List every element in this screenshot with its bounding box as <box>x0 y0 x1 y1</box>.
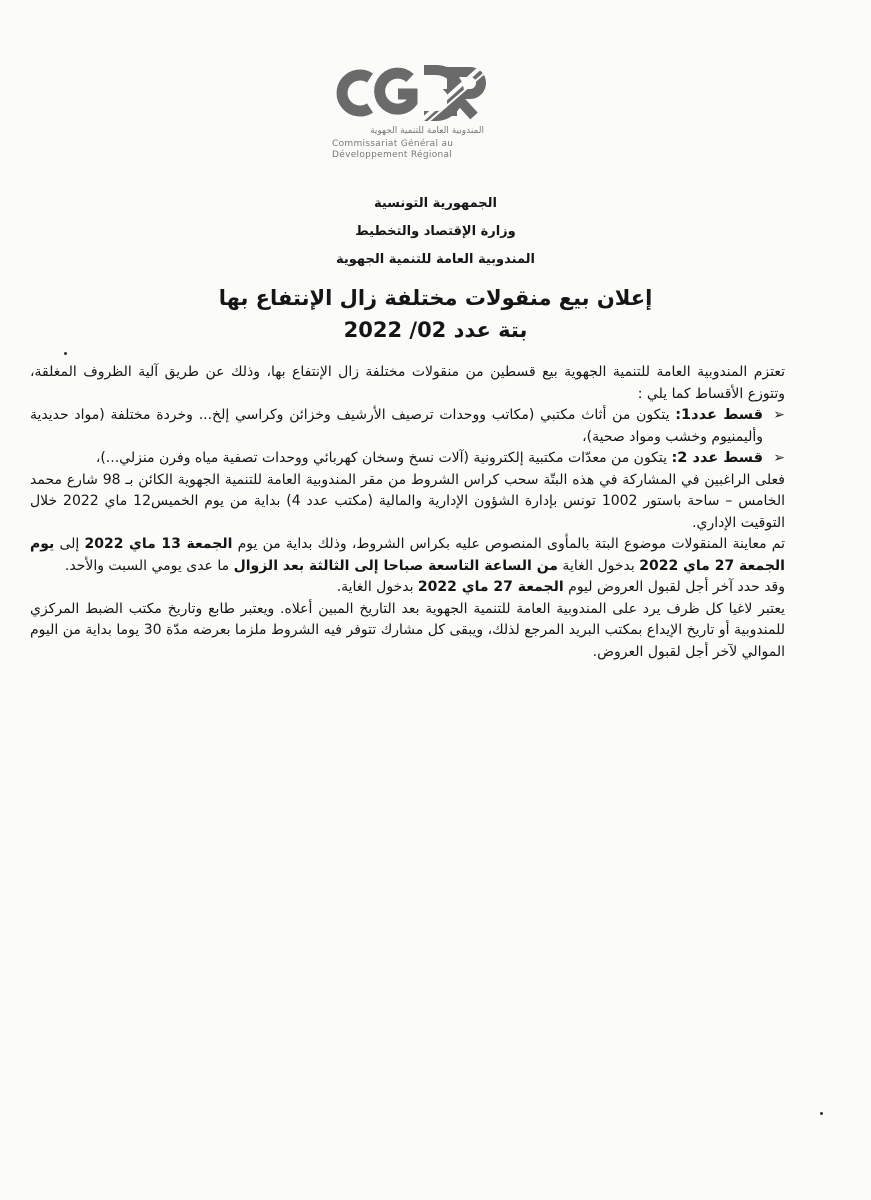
logo-french-name <box>332 139 484 161</box>
inspection-text-1: تم معاينة المنقولات موضوع البتة بالمأوى المنصوص عليه بكراس الشروط، وذلك بداية من يوم <box>232 536 785 552</box>
logo-french-line-2: Développement Régional <box>332 150 453 160</box>
official-headers <box>0 190 871 274</box>
inspection-text-2: إلى <box>54 536 85 552</box>
intro-paragraph: تعتزم المندوبية العامة للتنمية الجهوية بيع قسطين من منقولات مختلفة زال الإنتفاع بها، وذلك عن طريق آلية الظروف المغلقة، وتتوزع الأقساط كما يلي : <box>30 364 785 402</box>
logo-french-line-1: Commissariat Général au <box>332 139 454 149</box>
lot-label: قسط عدد1: <box>675 407 763 423</box>
title-line-2: بتة عدد 02/ 2022 <box>343 318 528 342</box>
lot-text: يتكون من أثاث مكتبي (مكاتب ووحدات ترصيف الأرشيف وخزائن وكراسي إلخ... وخردة مختلفة (مواد حديدية وأليمنيوم وخشب ومواد صحية)، <box>30 407 763 445</box>
deadline-text-2: بدخول الغاية. <box>336 579 418 595</box>
announcement-body <box>30 362 785 663</box>
arrow-bullet-icon: ➢ <box>773 407 785 423</box>
agency-header: المندوبية العامة للتنمية الجهوية <box>336 252 535 267</box>
withdraw-paragraph: فعلى الراغبين في المشاركة في هذه البتّة سحب كراس الشروط من مقر المندوبية العامة للتنمية الجهوية الكائن بـ 98 شارع محمد الخامس – ساحة باستور 1002 تونس بإدارة الشؤون الإدارية والمالية (مكتب عدد 4) بداية من يوم الخميس12 ماي 2022 خلال التوقيت الإداري. <box>30 471 786 531</box>
ministry-header: وزارة الإقتصاد والتخطيط <box>355 224 516 239</box>
announcement-title <box>0 282 871 346</box>
inspection-paragraph <box>30 534 785 577</box>
deadline-text-1: وقد حدد آخر أجل لقبول العروض ليوم <box>563 579 785 595</box>
republic-header: الجمهورية التونسية <box>373 196 498 211</box>
inspection-text-3: بدخول الغاية <box>557 557 640 574</box>
lot-item-2 <box>30 448 785 470</box>
deadline-date: الجمعة 27 ماي 2022 <box>417 579 564 595</box>
scan-speck <box>64 352 67 355</box>
logo-arabic-name: المندوبية العامة للتنمية الجهوية <box>370 126 484 136</box>
cgdr-logo-mark <box>332 62 492 124</box>
lot-text: يتكون من معدّات مكتبية إلكترونية (آلات نسخ وسخان كهربائي ووحدات تصفية مياه وفرن منزلي...)، <box>95 450 672 466</box>
cgdr-logo <box>332 62 492 166</box>
rejection-paragraph: يعتبر لاغيا كل ظرف يرد على المندوبية العامة للتنمية الجهوية بعد التاريخ المبين أعلاه. ويعتبر طابع وتاريخ مكتب الضبط المركزي للمندوبية أو تاريخ الإيداع بمكتب البريد المرجع لذلك، ويبقى كل مشارك تتوفر فيه الشروط ملزما بعرضه مدّة 30 يوما بداية من اليوم الموالي لآخر أجل لقبول العروض. <box>30 600 785 660</box>
inspection-text-4: ما عدى يومي السبت والأحد. <box>64 557 234 574</box>
lot-label: قسط عدد 2: <box>671 450 763 466</box>
arrow-bullet-icon: ➢ <box>773 450 785 466</box>
scan-speck <box>820 1112 823 1115</box>
lot-item-1 <box>30 405 785 448</box>
deadline-paragraph <box>30 577 785 599</box>
title-line-1: إعلان بيع منقولات مختلفة زال الإنتفاع بها <box>218 286 653 310</box>
inspection-hours: من الساعة التاسعة صباحا إلى الثالثة بعد الزوال <box>233 557 558 574</box>
inspection-start-date: الجمعة 13 ماي 2022 <box>84 536 233 552</box>
inspection-end-date: يوم الجمعة 27 ماي 2022 <box>30 536 785 574</box>
